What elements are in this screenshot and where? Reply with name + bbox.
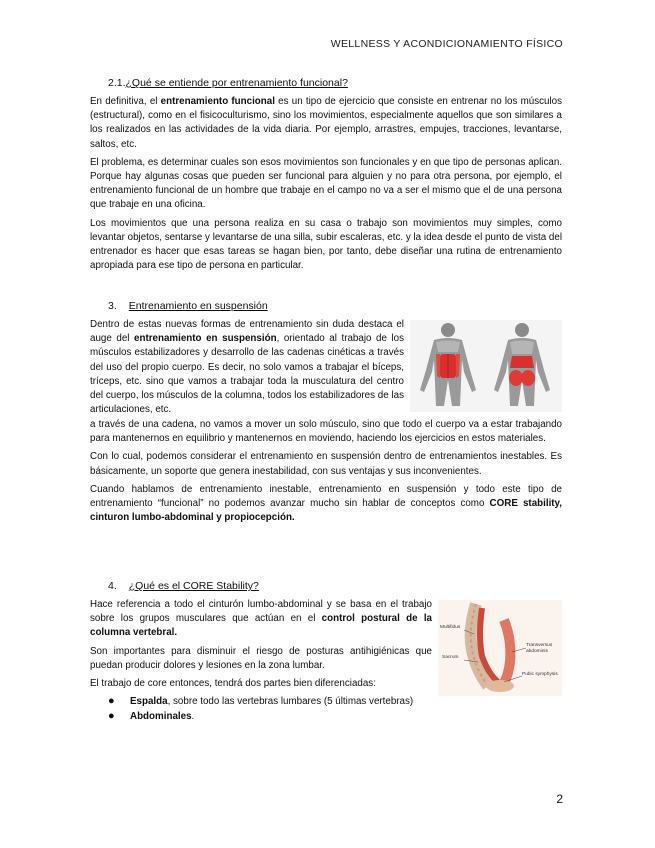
bullet-list	[108, 694, 432, 724]
section-4-paragraph-1	[90, 598, 432, 641]
section-4-number: 4.	[108, 580, 117, 592]
section-4-body	[90, 598, 432, 724]
text: es un tipo de ejercicio que consiste en entrenar no los músculos (estructural), como en el fisicoculturismo, sino los movimientos, especialmente aquellos que son similares a los realizados en las actividades de la vida diaria. Por ejemplo, arrastres, empujes, tracciones, levantarse, saltos, etc.	[90, 96, 562, 150]
page-number: 2	[556, 792, 563, 806]
list-item	[108, 694, 432, 709]
label-transversus-abdominis: Transversus abdominis	[526, 643, 553, 654]
bold-term: CORE stability, cinturon lumbo-abdominal y propiocepción.	[90, 498, 562, 524]
bullet-icon: ●	[108, 695, 115, 708]
bullet-bold: Espalda	[130, 696, 168, 708]
bold-term: entrenamiento en suspensión	[134, 333, 277, 345]
running-header: WELLNESS Y ACONDICIONAMIENTO FÍSICO	[330, 38, 563, 50]
section-3-paragraph-1-continued: a través de una cadena, no vamos a mover un solo músculo, sino que todo el cuerpo va a estar trabajando para mantenernos en equilibrio y mantenernos en moviendo, haciendo los ejercicios en estos materiales.	[90, 419, 562, 445]
bullet-text: , sobre todo las vertebras lumbares (5 últimas vertebras)	[167, 696, 414, 708]
text: , orientado al trabajo de los músculos estabilizadores y desarrollo de las cadenas cinéticas a través del uso del propio cuerpo. Es decir, no solo vamos a trabajar el bíceps, tríceps, etc. sino que vamos a trabajar toda la musculatura del centro del cuerpo, los músculos de la columna, todos los estabilizadores de las articulaciones, etc.	[90, 333, 405, 416]
section-2-1-number: 2.1.	[108, 77, 126, 89]
section-4-paragraph-2: Son importantes para disminuir el riesgo de posturas antihigiénicas que puedan producir dolores y lesiones en la zona lumbar.	[90, 645, 432, 671]
section-2-1-title: ¿Qué se entiende por entrenamiento funcional?	[125, 77, 348, 89]
label-pubic-symphysis: Pubic symphysis	[522, 672, 558, 677]
bold-term: control postural de la columna vertebral.	[90, 613, 432, 639]
bullet-bold: Abdominales	[130, 711, 192, 723]
text: Dentro de estas nuevas formas de entrenamiento sin duda destaca el auge del	[90, 319, 404, 345]
section-4-paragraph-3: El trabajo de core entonces, tendrá dos partes bien diferenciadas:	[90, 678, 376, 690]
section-2-1-body	[90, 95, 562, 273]
text: Hace referencia a todo el cinturón lumbo-abdominal y se basa en el trabajo sobre los grupos musculares que actúan en el	[90, 599, 432, 625]
section-2-1-heading	[108, 77, 348, 89]
bullet-icon: ●	[108, 710, 115, 723]
section-3-number: 3.	[108, 300, 117, 312]
section-2-1-paragraph-1	[90, 95, 562, 152]
section-3-heading	[108, 300, 268, 312]
section-3-paragraph-1	[90, 318, 404, 417]
section-3-wrap-text	[90, 318, 404, 417]
label-multifidus: Multifidus	[440, 625, 461, 630]
muscle-anatomy-figure	[410, 320, 562, 412]
text: En definitiva, el	[90, 96, 161, 107]
core-anatomy-figure	[438, 600, 562, 696]
section-3-body	[90, 418, 562, 525]
text: Cuando hablamos de entrenamiento inestable, entrenamiento en suspensión y todo este tipo de entrenamiento “funcional” no podemos avanzar mucho sin hablar de conceptos como	[90, 483, 562, 510]
list-item	[108, 709, 432, 724]
section-4-heading	[108, 580, 259, 592]
bullet-text: .	[191, 711, 195, 723]
section-3-paragraph-2: Con lo cual, podemos considerar el entrenamiento en suspensión dentro de entrenamientos inestables. Es básicamente, un soporte que genera inestabilidad, con sus ventajas y sus inconvenientes.	[90, 451, 562, 477]
bold-term: entrenamiento funcional	[160, 96, 275, 107]
section-3-paragraph-3	[90, 483, 562, 526]
section-3-title: Entrenamiento en suspensión	[128, 300, 268, 312]
section-2-1-paragraph-2: El problema, es determinar cuales son esos movimientos son funcionales y en que tipo de personas aplican. Porque hay algunas cosas que pueden ser funcional para alguien y no para otra persona, por ejemplo, el entrenamiento funcional de un hombre que trabaje en el campo no va a ser el mismo que el de una persona que trabaje en una oficina.	[90, 156, 562, 211]
section-2-1-paragraph-3: Los movimientos que una persona realiza en su casa o trabajo son movimientos muy simples, como levantar objetos, sentarse y levantarse de una silla, subir escaleras, etc. y la idea desde el punto de vista del entrenador es hacer que esas tareas se hagan bien, por tanto, debe diseñar una rutina de entrenamiento apropiada para ese tipo de persona en particular.	[90, 217, 562, 272]
section-4-title: ¿Qué es el CORE Stability?	[128, 580, 259, 592]
label-sacrum: Sacrum	[442, 655, 459, 660]
